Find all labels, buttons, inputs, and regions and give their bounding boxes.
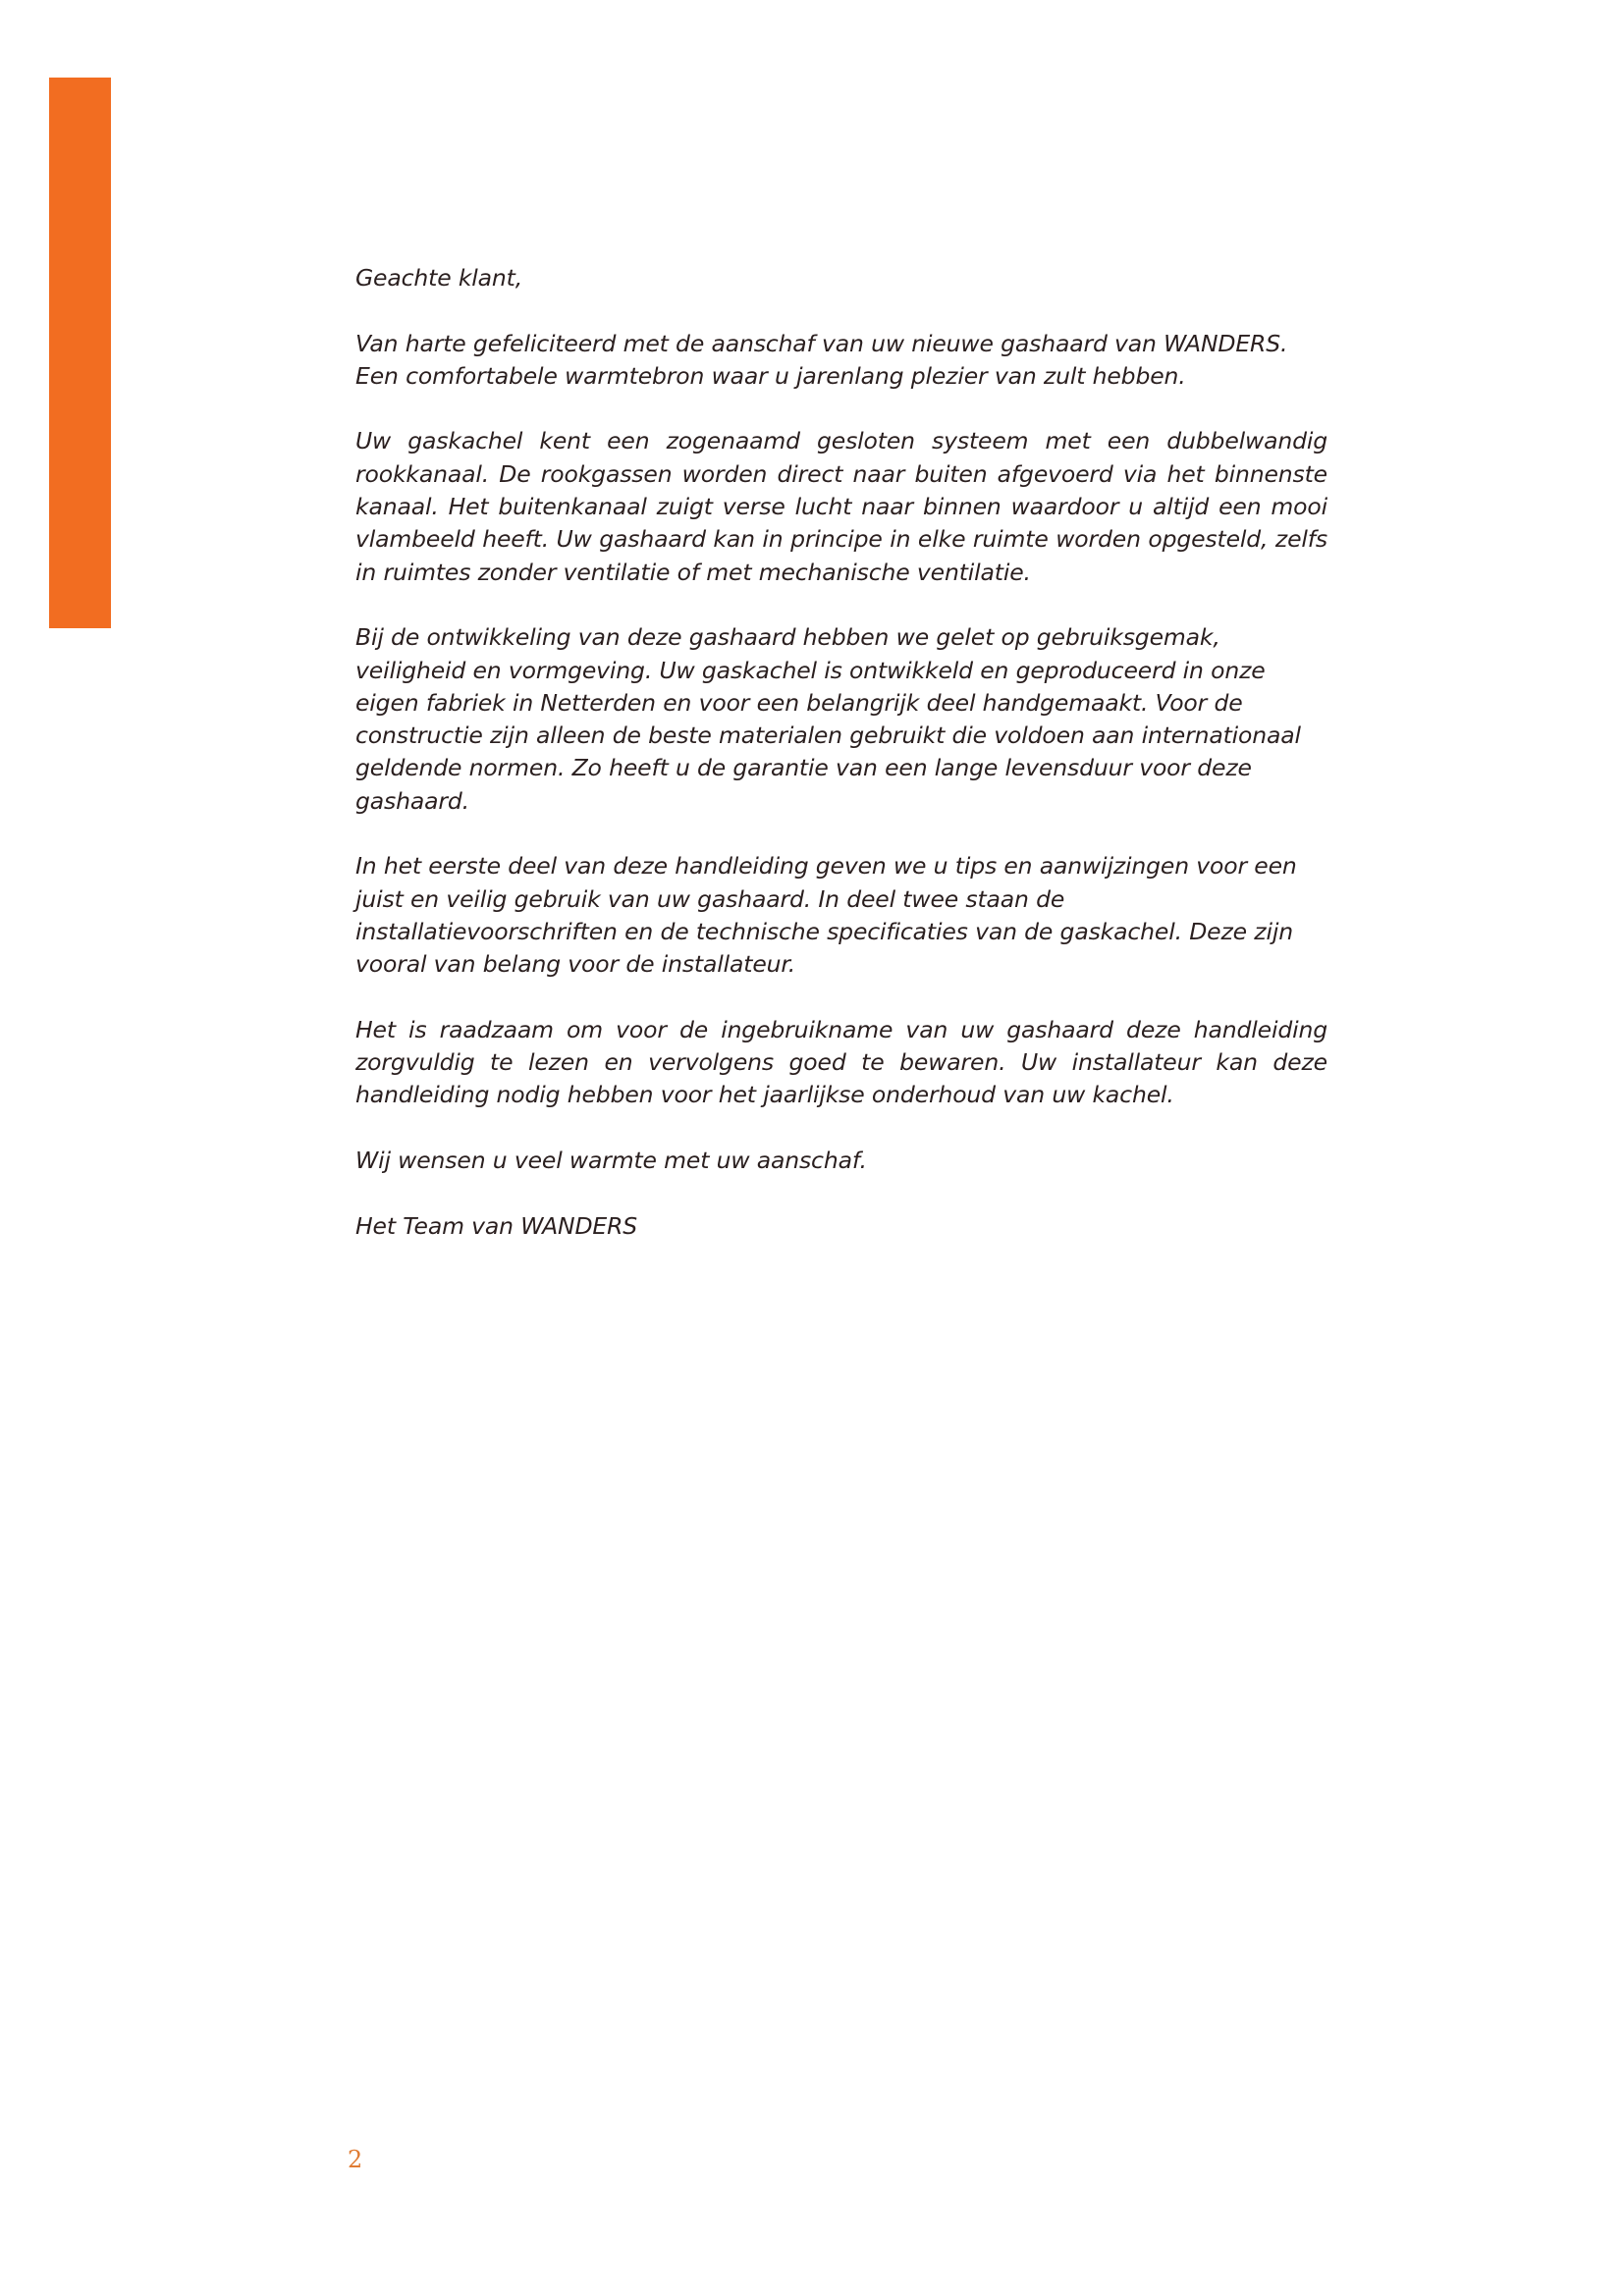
salutation: Geachte klant, <box>355 264 523 292</box>
page-number: 2 <box>348 2146 363 2173</box>
paragraph-manual-contents: In het eerste deel van deze handleiding geven we u tips en aanwijzingen voor een juist en veilig gebruik van uw gashaard. In deel twee staan de installatievoorschriften en de technische specificaties van de gaskachel. Deze zijn vooral van belang voor de installateur. <box>355 852 1297 979</box>
paragraph-closed-system: Uw gaskachel kent een zogenaamd gesloten systeem met een dubbelwandig rookkanaal. De rookgassen worden direct naar buiten afgevoerd via het binnenste kanaal. Het buitenkanaal zuigt verse lucht naar binnen waardoor u altijd een mooi vlambeeld heeft. Uw gashaard kan in principe in elke ruimte worden opgesteld, zelfs in ruimtes zonder ventilatie of met mechanische ventilatie. <box>355 427 1327 586</box>
paragraph-development: Bij de ontwikkeling van deze gashaard hebben we gelet op gebruiksgemak, veiligheid en vormgeving. Uw gaskachel is ontwikkeld en geproduceerd in onze eigen fabriek in Netterden en voor een belangrijk deel handgemaakt. Voor de constructie zijn alleen de beste materialen gebruikt die voldoen aan internationaal geldende normen. Zo heeft u de garantie van een lange levensduur voor deze gashaard. <box>355 623 1301 815</box>
orange-side-bar <box>49 78 111 628</box>
signature: Het Team van WANDERS <box>355 1211 638 1240</box>
paragraph-congratulations: Van harte gefeliciteerd met de aanschaf van uw nieuwe gashaard van WANDERS. Een comfortabele warmtebron waar u jarenlang plezier van zult hebben. <box>355 329 1288 390</box>
letter-body <box>355 262 1327 1275</box>
paragraph-read-manual: Het is raadzaam om voor de ingebruikname van uw gashaard deze handleiding zorgvuldig te lezen en vervolgens goed te bewaren. Uw installateur kan deze handleiding nodig hebben voor het jaarlijkse onderhoud van uw kachel. <box>355 1015 1327 1109</box>
paragraph-wishes: Wij wensen u veel warmte met uw aanschaf. <box>355 1147 867 1175</box>
